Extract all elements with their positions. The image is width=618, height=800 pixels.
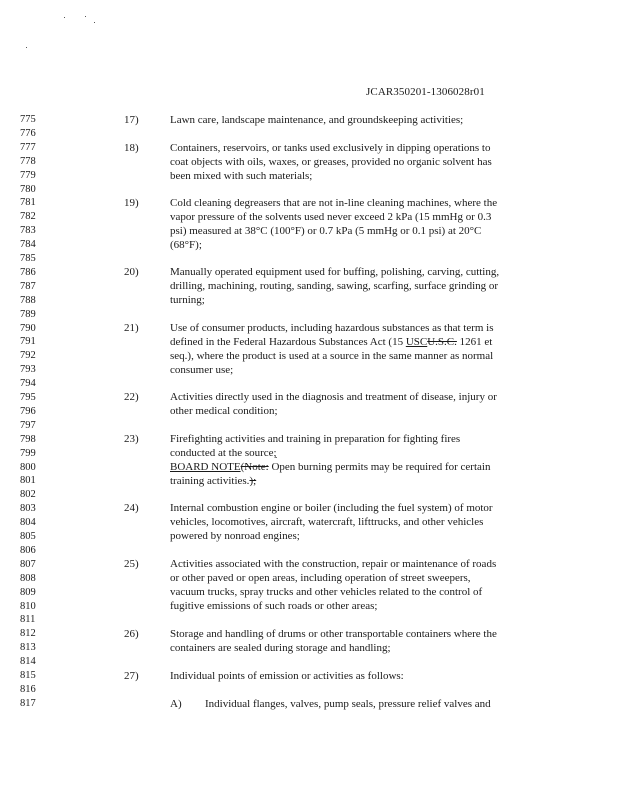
line-number: 800 (20, 461, 36, 473)
line-number: 803 (20, 503, 36, 515)
text-line: seq.), where the product is used at a source in the same manner as normal (170, 350, 494, 362)
text-line: turning; (170, 294, 205, 306)
inserted-text: ; (273, 447, 277, 459)
line-number: 816 (20, 683, 36, 695)
line-number: 801 (20, 475, 36, 487)
sub-item-label: A) (170, 698, 182, 710)
text-line (170, 446, 540, 460)
text-run: training activities. (170, 475, 250, 487)
item-text (170, 141, 540, 183)
line-number: 797 (20, 419, 36, 431)
line-number: 779 (20, 169, 36, 181)
line-number: 793 (20, 364, 36, 376)
line-number: 817 (20, 697, 36, 709)
text-line: Containers, reservoirs, or tanks used exclusively in dipping operations to (170, 142, 491, 154)
item-text (170, 432, 540, 488)
text-line: Cold cleaning degreasers that are not in-line cleaning machines, where the (170, 197, 498, 209)
line-number: 807 (20, 558, 36, 570)
line-number: 776 (20, 127, 36, 139)
line-number: 780 (20, 183, 36, 195)
item-text (170, 501, 540, 543)
item-number: 25) (124, 558, 139, 570)
item-number: 26) (124, 628, 139, 640)
line-number: 795 (20, 392, 36, 403)
scan-speck (26, 47, 27, 48)
text-line: (68°F); (170, 239, 202, 251)
text-run: defined in the Federal Hazardous Substances Act (15 (170, 336, 406, 348)
inserted-text: USC (405, 336, 428, 348)
item-number: 21) (124, 322, 139, 334)
document-id: JCAR350201-1306028r01 (366, 86, 485, 98)
line-number: 812 (20, 628, 36, 640)
text-run: Open burning permits may be required for certain (268, 461, 491, 473)
line-number: 798 (20, 433, 36, 445)
scan-speck (64, 17, 65, 18)
line-number: 814 (20, 656, 36, 668)
deleted-text: (Note: (240, 461, 269, 473)
item-text (170, 321, 540, 377)
text-line: Use of consumer products, including hazardous substances as that term is (170, 322, 494, 334)
text-run: conducted at the source (170, 447, 274, 459)
line-number: 785 (20, 253, 36, 264)
text-line: containers are sealed during storage and handling; (170, 642, 391, 654)
line-number: 808 (20, 572, 36, 584)
text-line: coat objects with oils, waxes, or greases, provided no organic solvent has (170, 156, 492, 168)
line-number: 796 (20, 405, 36, 417)
text-line: other medical condition; (170, 405, 278, 417)
line-number: 790 (20, 322, 36, 334)
item-text (170, 669, 540, 683)
line-number: 787 (20, 280, 36, 292)
text-line: drilling, machining, routing, sanding, sawing, scarfing, surface grinding or (170, 280, 499, 292)
line-number: 794 (20, 378, 36, 390)
deleted-text: U.S.C. (427, 336, 457, 348)
item-text (170, 627, 540, 655)
text-line: been mixed with such materials; (170, 170, 313, 182)
text-line: fugitive emissions of such roads or other areas; (170, 600, 378, 612)
text-line: Activities directly used in the diagnosis and treatment of disease, injury or (170, 391, 497, 403)
text-line: Individual points of emission or activities as follows: (170, 670, 404, 682)
line-number: 799 (20, 447, 36, 459)
line-number: 788 (20, 294, 36, 306)
line-number: 784 (20, 239, 36, 251)
text-line: Activities associated with the construction, repair or maintenance of roads (170, 558, 497, 570)
item-text (170, 390, 540, 418)
item-number: 18) (124, 142, 139, 154)
line-number: 810 (20, 600, 36, 612)
item-number: 17) (124, 114, 139, 126)
item-number: 27) (124, 670, 139, 682)
text-line (170, 335, 540, 349)
deleted-text: ); (249, 475, 257, 487)
line-number: 806 (20, 544, 36, 556)
line-number: 791 (20, 336, 36, 348)
line-number: 802 (20, 489, 36, 501)
text-line: Manually operated equipment used for buffing, polishing, carving, cutting, (170, 266, 500, 278)
text-line: vehicles, locomotives, aircraft, watercraft, lifttrucks, and other vehicles (170, 516, 484, 528)
text-line (170, 474, 540, 488)
text-line: Storage and handling of drums or other transportable containers where the (170, 628, 497, 640)
sub-item-text: Individual flanges, valves, pump seals, pressure relief valves and (205, 698, 491, 710)
text-run: 1261 et (456, 336, 493, 348)
text-line: consumer use; (170, 364, 234, 376)
item-text (170, 196, 540, 252)
line-number: 775 (20, 114, 36, 125)
line-number: 777 (20, 141, 36, 153)
scan-speck (85, 16, 86, 17)
line-number: 815 (20, 670, 36, 681)
line-number: 811 (20, 614, 36, 626)
text-line: vapor pressure of the solvents used never exceed 2 kPa (15 mmHg or 0.3 (170, 211, 492, 223)
text-line: powered by nonroad engines; (170, 530, 300, 542)
line-number: 786 (20, 266, 36, 278)
line-number: 804 (20, 517, 36, 529)
line-number: 813 (20, 642, 36, 654)
item-number: 22) (124, 391, 139, 403)
inserted-text: BOARD NOTE (170, 461, 241, 473)
line-number: 783 (20, 225, 36, 237)
line-number: 781 (20, 197, 36, 209)
item-number: 24) (124, 502, 139, 514)
line-number: 805 (20, 531, 36, 542)
text-line: or other paved or open areas, including operation of street sweepers, (170, 572, 471, 584)
text-line: Lawn care, landscape maintenance, and groundskeeping activities; (170, 114, 464, 126)
line-number: 782 (20, 211, 36, 223)
line-number: 792 (20, 350, 36, 362)
item-number: 23) (124, 433, 139, 445)
line-number: 778 (20, 155, 36, 167)
line-number: 789 (20, 308, 36, 320)
item-number: 19) (124, 197, 139, 209)
text-line: Firefighting activities and training in preparation for fighting fires (170, 433, 461, 445)
text-line: vacuum trucks, spray trucks and other vehicles related to the control of (170, 586, 483, 598)
line-number: 809 (20, 586, 36, 598)
text-line: Internal combustion engine or boiler (including the fuel system) of motor (170, 502, 493, 514)
scan-speck (94, 22, 95, 23)
item-text (170, 557, 540, 613)
item-number: 20) (124, 266, 139, 278)
text-line: psi) measured at 38°C (100°F) or 0.7 kPa (5 mmHg or 0.1 psi) at 20°C (170, 225, 482, 237)
text-line (170, 460, 540, 474)
item-text (170, 113, 540, 127)
item-text (170, 265, 540, 307)
